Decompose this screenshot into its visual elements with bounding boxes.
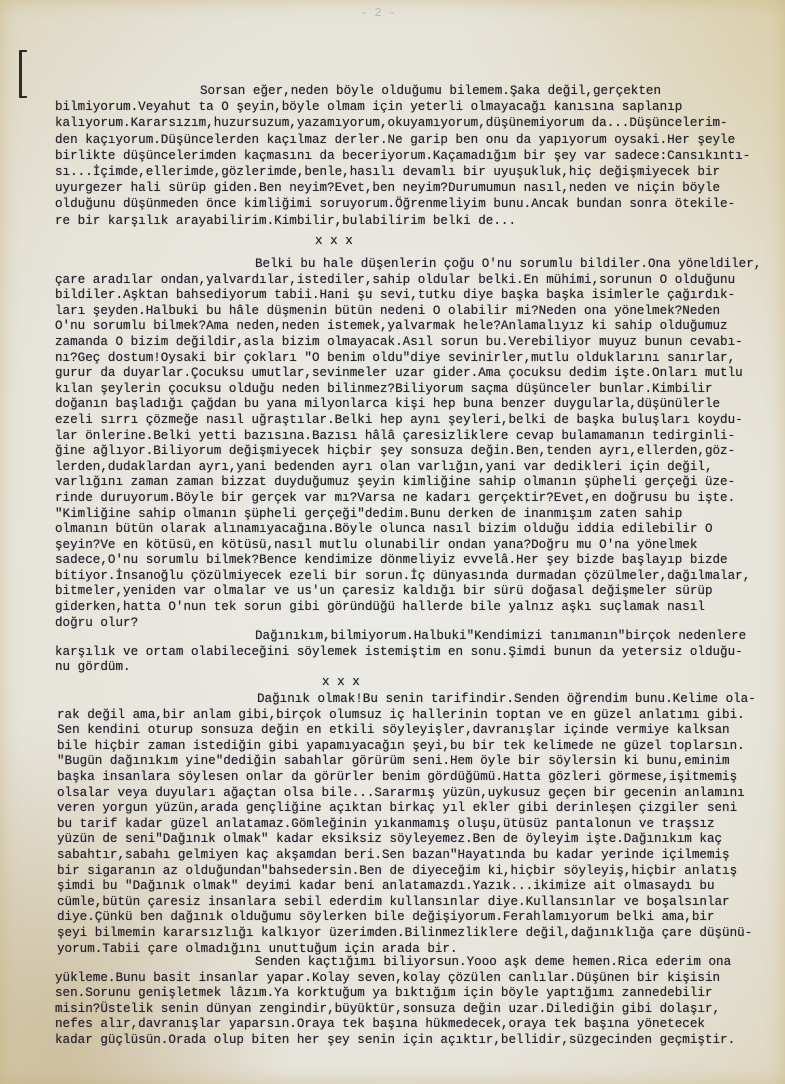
text-line: şimdi bu "Dağınık olmak" deyimi kadar beni anlatamazdı.Yazık...ikimize ait olmasaydı bu: [57, 879, 715, 894]
text-line: doğru olur?: [55, 615, 139, 630]
paragraph-5: [55, 955, 775, 1049]
text-line: başka insanlara söylesen onlar da görürler benim gördüğümü.Hatta gözleri görmese,işitmemiş: [57, 769, 738, 784]
paragraph-4: [57, 692, 777, 957]
text-line: "Bugün dağınıkım yine"dediğin sabahlar görürüm seni.Hem öyle bir söylersin ki bunu,eminim: [57, 754, 730, 769]
text-line: bitmeler,yeniden var olmalar ve us'un çaresiz kaldığı bir sürü doğasal değişmeler sürüp: [55, 584, 713, 599]
text-line: kadar güçlüsün.Orada olup biten her şey senin için açıktır,bellidir,süzgecinden geçmiştir.: [55, 1032, 736, 1047]
page-number: - 2 -: [360, 6, 397, 20]
text-line: şeyi bilmemin kararsızlığı kalkıyor üzerimden.Bilinmezliklere değil,dağınıklığa çare düşünü-: [57, 925, 753, 940]
text-line: bir sigaranın az olduğundan"bahsedersin.Ben de diyeceğim ki,hiçbir söyleyiş,hiçbir anlatış: [57, 863, 738, 878]
text-line: den kaçıyorum.Düşüncelerden kaçılmaz derler.Ne garip ben onu da yapıyorum oysaki.Her şeyle: [55, 132, 736, 147]
text-line: Sorsan eğer,neden böyle olduğumu bilemem.Şaka değil,gerçekten: [200, 84, 662, 98]
text-line: ezeli sırrı çözmeğe nasıl uğraştılar.Belki hep aynı şeyleri,belki de başka buluşları koydu-: [55, 412, 743, 427]
text-line: olsalar veya duyuları ağaçtan olsa bile...Sararmış yüzün,uykusuz geçen bir gecenin anlamını: [57, 785, 745, 800]
text-line: ğine ağlıyor.Biliyorum değişmiyecek hiçbir şey sonsuza değin.Ben,tenden ayrı,ellerden,göz-: [55, 444, 736, 459]
text-line: sen.Sorunu genişletmek lâzım.Ya korktuğum ya bıktığım için böyle yaptığımı zannedebilir: [55, 986, 713, 1001]
text-line: "Kimliğine sahip olmanın şüpheli gerçeği"dedim.Bunu derken de inanmışım zaten sahip: [55, 506, 683, 521]
text-line: sadece,O'nu sorumlu bilmek?Bence kendimize dönmeliyiz evvelâ.Her şey bizde başlayıp bizde: [55, 553, 728, 568]
text-line: Dağınık olmak!Bu senin tarifindir.Senden öğrendim bunu.Kelime ola-: [257, 692, 756, 706]
paragraph-1: [55, 83, 775, 229]
section-separator-2: x x x: [322, 675, 360, 689]
text-line: rak değil ama,bir anlam gibi,birçok olumsuz iç hallerinin toptan ve en güzel anlatımı gibi.: [57, 707, 745, 722]
text-line: çare aradılar ondan,yalvardılar,istediler,sahip oldular belki.En mühimi,sorunun O olduğunu: [55, 272, 736, 287]
text-line: nı?Geç dostum!Oysaki bir çokları "O benim oldu"diye sevinirler,mutlu olduklarını sanırlar,: [55, 350, 736, 365]
text-line: gurur da duyarlar.Çocuksu umutlar,sevinmeler uzar gider.Ama çocuksu dedim işte.Onları mutlu: [55, 366, 743, 381]
text-line: Belki bu hale düşenlerin çoğu O'nu sorumlu bildiler.Ona yöneldiler,: [255, 257, 762, 271]
text-line: bildiler.Aşktan bahsediyorum tabii.Hani şu sevi,tutku diye başka başka isimlerle çağırdık-: [55, 288, 736, 303]
text-line: O'nu sorumlu bilmek?Ama neden,neden istemek,yalvarmak hele?Anlamalıyız ki sahip olduğumuz: [55, 319, 728, 334]
text-line: Senden kaçtığımı biliyorsun.Yooo aşk deme hemen.Rica ederim ona: [255, 955, 732, 969]
text-line: diye.Çünkü ben dağınık olduğumu söylerken bile değişiyorum.Ferahlamıyorum belki ama,bir: [57, 910, 715, 925]
text-line: bitiyor.İnsanoğlu çözülmiyecek ezeli bir sorun.İç dünyasında durmadan çözülmeler,dağılmalar,: [55, 568, 751, 583]
text-line: Sen kendini oturup sonsuza değin en etkili söyleyişler,davranışlar içinde vermiye kalksan: [57, 723, 730, 738]
text-line: yüzün de seni"Dağınık olmak" kadar eksiksiz söyleyemez.Ben de öyleyim işte.Dağınıkım kaç: [57, 832, 723, 847]
text-line: olmanın bütün olarak alınamıyacağına.Böyle olunca nasıl bizim olduğu iddia edilebilir O: [55, 522, 713, 537]
text-line: varlığını zaman zaman bizzat duyduğumuz şeyin kimliğine sahip olmanın şüpheli gerçeği üze-: [55, 475, 736, 490]
text-line: yorum.Tabii çare olmadığını unuttuğum için arada bir.: [57, 941, 458, 956]
margin-bracket-mark: [19, 50, 27, 98]
text-line: bu tarif kadar güzel anlatamaz.Gömleğinin yıkanmamış oluşu,ütüsüz pantalonun ve traşsız: [57, 816, 715, 831]
text-line: olduğunu düşünmeden önce kimliğimi soruyorum.Öğrenmeliyim bunu.Ancak bundan sonra ötekile-: [55, 197, 736, 212]
text-line: uyurgezer hali sürüp giden.Ben neyim?Evet,ben neyim?Durumumun nasıl,neden ve niçin böyle: [55, 181, 721, 196]
text-line: nu gördüm.: [55, 660, 131, 675]
text-line: cümle,bütün çaresiz insanlara sebil ederdim kullansınlar diye.Kullansınlar ve boşalsınlar: [57, 894, 730, 909]
text-line: karşılık ve ortam olabileceğini söylemek istemiştim en sonu.Şimdi bunun da yetersiz olduğu-: [55, 644, 743, 659]
text-line: lar önlerine.Belki yetti bazısına.Bazısı hâlâ çaresizliklere cevap bulamamanın tedirginli-: [55, 428, 736, 443]
text-line: şeyin?Ve en kötüsü,en kötüsü,nasıl mutlu olunabilir ondan yana?Doğru mu O'na yönelmek: [55, 537, 698, 552]
text-line: kılan şeylerin çocuksu olduğu neden bilinmez?Biliyorum saçma düşünceler bunlar.Kimbilir: [55, 381, 713, 396]
text-line: bile hiçbir zaman istediğin gibi yapamıyacağın şeyi,bu bir tek kelimede ne güzel toplarsın.: [57, 738, 745, 753]
text-line: yükleme.Bunu basit insanlar yapar.Kolay seven,kolay çözülen canlılar.Düşünen bir kişisin: [55, 970, 721, 985]
text-line: lerden,dudaklardan ayrı,yani bedenden ayrı olan varlığın,yani var dedikleri için değil,: [55, 459, 713, 474]
text-line: veren yorgun yüzün,arada gençliğine açıktan birkaç yıl ekler gibi derinleşen çizgiler seni: [57, 801, 738, 816]
text-line: sı...İçimde,ellerimde,gözlerimde,benle,hasılı devamlı bir uyuşukluk,hiç değişmiyecek bir: [55, 164, 721, 179]
section-separator-1: x x x: [315, 234, 353, 248]
text-line: birlikte düşüncelerimden kaçmasını da beceriyorum.Kaçamadığım bir şey var sadece:Cansıkıntı-: [55, 148, 751, 163]
text-line: ları şeyden.Halbuki bu hâle düşmenin bütün nedeni O olabilir mi?Neden ona yönelmek?Neden: [55, 303, 721, 318]
paragraph-2: [55, 257, 775, 631]
text-line: doğanın başladığı çağdan bu yana milyonlarca kişi hep buna benzer duygularla,düşünülerle: [55, 397, 721, 412]
text-line: sabahtır,sabahı gelmiyen kaç akşamdan beri.Sen bazan"Hayatında bu kadar yerinde içilmemiş: [57, 847, 730, 862]
text-line: nefes alır,davranışlar yaparsın.Oraya tek başına hükmedecek,oraya tek başına yönetecek: [55, 1017, 705, 1032]
text-line: kalıyorum.Kararsızım,huzursuzum,yazamıyorum,okuyamıyorum,düşünemiyorum da...Düşüncelerim-: [55, 116, 728, 131]
text-line: bilmiyorum.Veyahut ta O şeyin,böyle olmam için yeterli olmayacağı kanısına saplanıp: [55, 100, 683, 115]
text-line: Dağınıkım,bilmiyorum.Halbuki"Kendimizi tanımanın"birçok nedenlere: [255, 629, 747, 643]
text-line: giderken,hatta O'nun tek sorun gibi göründüğü hallerde bile yalnız aşkı suçlamak nasıl: [55, 600, 705, 615]
text-line: rinde duruyorum.Böyle bir gerçek var mı?Varsa ne kadarı gerçektir?Evet,en doğrusu bu işte.: [55, 490, 736, 505]
text-line: re bir karşılık arayabilirim.Kimbilir,bulabilirim belki de...: [55, 213, 517, 228]
paragraph-3: [55, 629, 775, 676]
text-line: misin?Üstelik senin dünyan zengindir,büyüktür,sonsuza değin uzar.Dilediğin gibi dolaşır,: [55, 1001, 721, 1016]
text-line: zamanda O bizim değildir,asla bizim olmayacak.Asıl sorun bu.Verebiliyor muyuz bunun cevabı-: [55, 334, 743, 349]
